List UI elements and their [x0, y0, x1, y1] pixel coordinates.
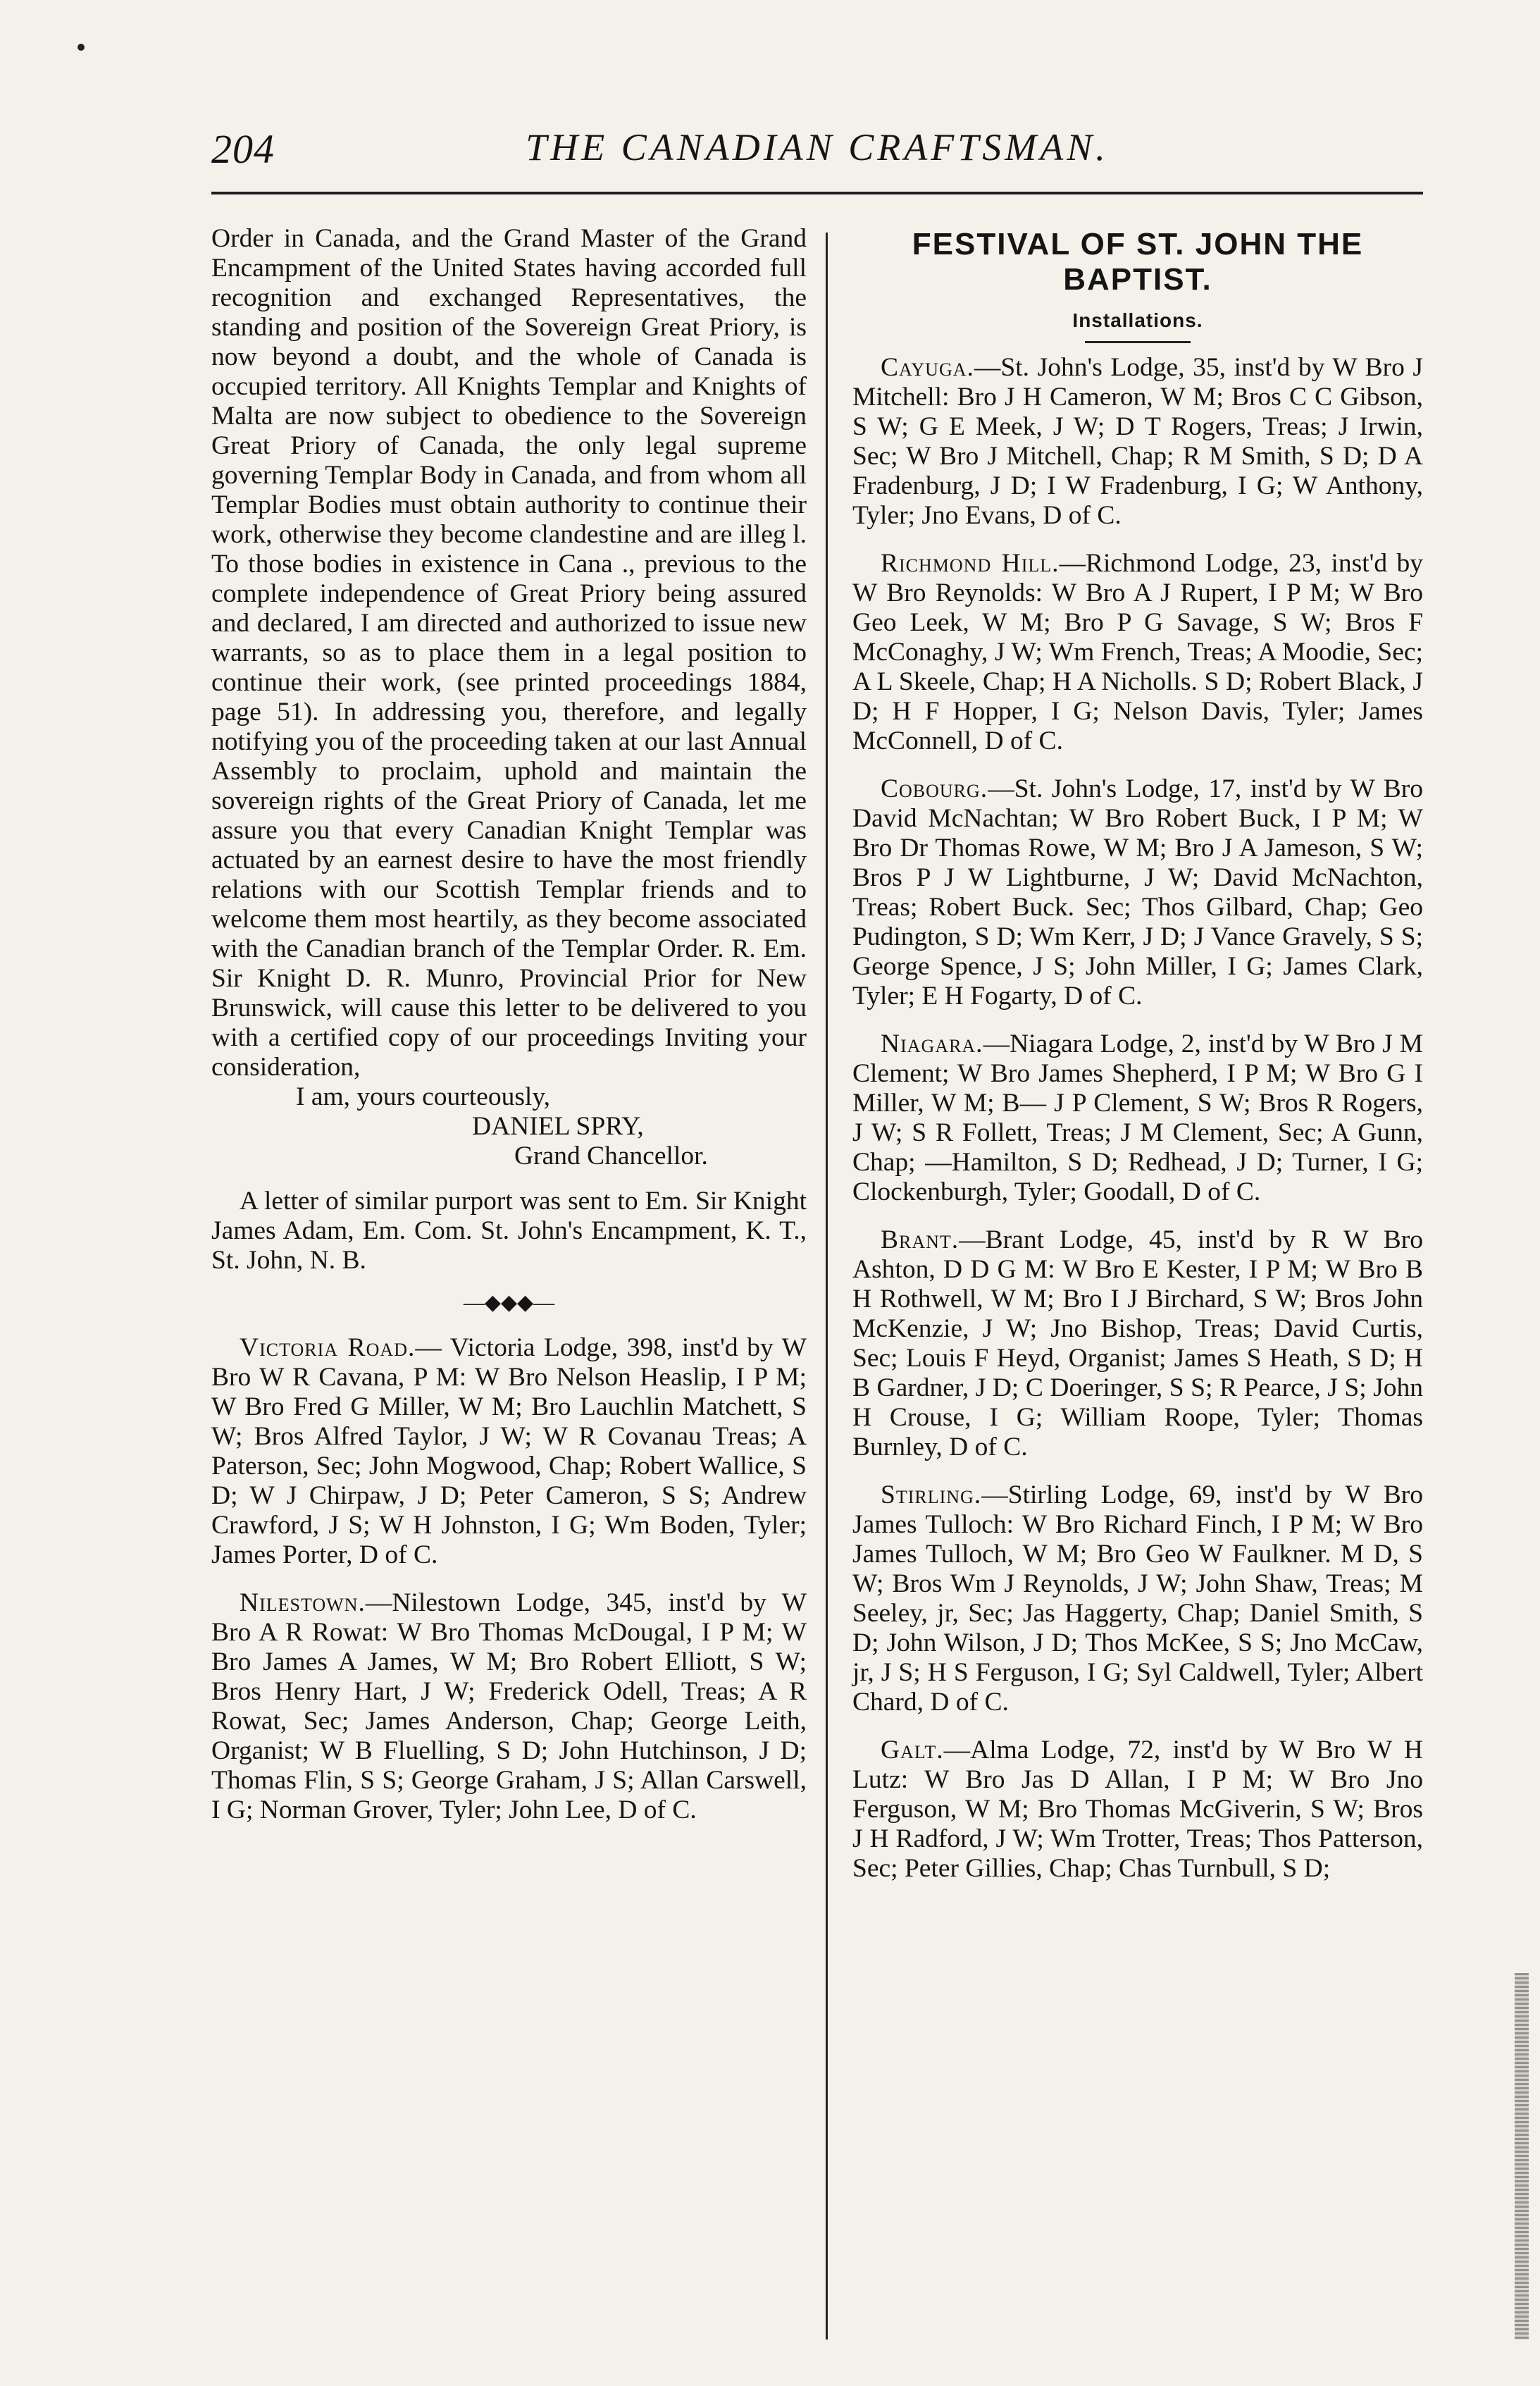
- letter-body: Order in Canada, and the Grand Master of the Grand Encampment of the United States having accorded full recognition and exchanged Representatives, the standing and position of the Sovereign Great Priory, is now beyond a doubt, and the whole of Canada is occupied territory. All Knights Templar and Knights of Malta are now subject to obedience to the Sovereign Great Priory of Canada, the only legal supreme governing Templar Body in Canada, and from whom all Templar Bodies must obtain authority to continue their work, otherwise they become clandestine and are illeg l. To those bodies in existence in Cana ., previous to the complete independence of Great Priory being assured and declared, I am directed and authorized to issue new warrants, so as to place them in a legal position to continue their work, (see printed proceedings 1884, page 51). In addressing you, therefore, and legally notifying you of the proceeding taken at our last Annual Assembly to proclaim, uphold and maintain the sovereign rights of the Great Priory of Canada, let me assure you that every Canadian Knight Templar was actuated by an earnest desire to have the most friendly relations with our Scottish Templar friends and to welcome them most heartily, as they become associated with the Canadian branch of the Templar Order. R. Em. Sir Knight D. R. Munro, Provincial Prior for New Brunswick, will cause this letter to be delivered to you with a certified copy of our proceedings Inviting your consideration,: [211, 224, 807, 1082]
- lodge-text: —Niagara Lodge, 2, inst'd by W Bro J M Clement; W Bro James Shepherd, I P M; W Bro G I Miller, W M; B— J P Clement, S W; Bros R Rogers, J W; S R Follett, Treas; J M Clement, Sec; A Gunn, Chap; —Hamilton, S D; Redhead, J D; Turner, I G; Clockenburgh, Tyler; Goodall, D of C.: [852, 1030, 1423, 1206]
- running-title: THE CANADIAN CRAFTSMAN.: [526, 126, 1109, 168]
- column-rule: [826, 233, 828, 2339]
- lodge-entry: [852, 774, 1423, 1011]
- letter-note: A letter of similar purport was sent to Em. Sir Knight James Adam, Em. Com. St. John's Encampment, K. T., St. John, N. B.: [211, 1187, 807, 1275]
- section-title: FESTIVAL OF ST. JOHN THE BAPTIST.: [912, 227, 1364, 297]
- lodge-place: Galt.: [881, 1736, 944, 1764]
- lodge-place: Nilestown.: [240, 1588, 366, 1617]
- lodge-text: —Brant Lodge, 45, inst'd by R W Bro Ashton, D D G M: W Bro E Kester, I P M; W Bro B H Rothwell, W M; Bro I J Birchard, S W; Bros John McKenzie, J W; Jno Bishop, Treas; David Curtis, Sec; Louis F Heyd, Organist; James S Heath, S D; H B Gardner, J D; C Doeringer, S S; R Pearce, J S; John H Crouse, I G; William Roope, Tyler; Thomas Burnley, D of C.: [852, 1225, 1423, 1461]
- lodge-entry: [211, 1333, 807, 1570]
- page-header: [211, 125, 1423, 189]
- lodge-entry: [852, 1030, 1423, 1207]
- lodge-place: Cobourg.: [881, 774, 988, 803]
- lodge-text: —Alma Lodge, 72, inst'd by W Bro W H Lutz: W Bro Jas D Allan, I P M; W Bro Jno Ferguson, W M; Bro Thomas McGiverin, S W; Bros J H Radford, J W; Wm Trotter, Treas; Thos Patterson, Sec; Peter Gillies, Chap; Chas Turnbull, S D;: [852, 1736, 1423, 1883]
- page-number: 204: [211, 126, 275, 172]
- ink-speck: [77, 44, 85, 51]
- lodge-text: —Nilestown Lodge, 345, inst'd by W Bro A R Rowat: W Bro Thomas McDougal, I P M; W Bro James A James, W M; Bro Robert Elliott, S W; Bros Henry Hart, J W; Frederick Odell, Treas; A R Rowat, Sec; James Anderson, Chap; George Leith, Organist; W B Fluelling, S D; John Hutchinson, J D; Thomas Flin, S S; George Graham, J S; Allan Carswell, I G; Norman Grover, Tyler; John Lee, D of C.: [211, 1588, 807, 1824]
- lodge-entry: [852, 1481, 1423, 1717]
- signer-name: DANIEL SPRY,: [472, 1112, 644, 1141]
- lodge-place: Richmond Hill.: [881, 549, 1060, 578]
- lodge-text: —St. John's Lodge, 35, inst'd by W Bro J Mitchell: Bro J H Cameron, W M; Bros C C Gibson, S W; G E Meek, J W; D T Rogers, Treas; J Irwin, Sec; W Bro J Mitchell, Chap; R M Smith, S D; D A Fradenburg, J D; I W Fradenburg, I G; W Anthony, Tyler; Jno Evans, D of C.: [852, 353, 1423, 530]
- lodge-place: Stirling.: [881, 1481, 982, 1509]
- lodge-place: Brant.: [881, 1225, 960, 1254]
- scan-edge-artifact: [1515, 1973, 1529, 2339]
- lodge-entry: [852, 1736, 1423, 1884]
- section-subtitle: Installations.: [1072, 309, 1203, 331]
- lodge-entry: [852, 353, 1423, 531]
- right-column: [852, 224, 1423, 1902]
- ornament-divider: —◆◆◆—: [463, 1291, 555, 1314]
- header-rule: [211, 192, 1423, 194]
- lodge-text: —St. John's Lodge, 17, inst'd by W Bro David McNachtan; W Bro Robert Buck, I P M; W Bro Dr Thomas Rowe, W M; Bro J A Jameson, S W; Bros P J W Lightburne, J W; David McNachton, Treas; Robert Buck. Sec; Thos Gilbard, Chap; Geo Pudington, S D; Wm Kerr, J D; J Vance Gravely, S S; George Spence, J S; John Miller, I G; James Clark, Tyler; E H Fogarty, D of C.: [852, 774, 1423, 1010]
- signature-block: [211, 1082, 807, 1171]
- lodge-place: Niagara.: [881, 1030, 983, 1058]
- lodge-place: Cayuga.: [881, 353, 974, 382]
- lodge-entry: [852, 549, 1423, 756]
- signoff: I am, yours courteously,: [296, 1082, 551, 1111]
- left-column: [211, 224, 807, 1843]
- signer-title: Grand Chancellor.: [514, 1142, 708, 1170]
- lodge-place: Victoria Road.: [240, 1333, 416, 1362]
- lodge-text: — Victoria Lodge, 398, inst'd by W Bro W R Cavana, P M: W Bro Nelson Heaslip, I P M; W Bro Fred G Miller, W M; Bro Lauchlin Matchett, S W; Bros Alfred Taylor, J W; W R Covanau Treas; A Paterson, Sec; John Mogwood, Chap; Robert Wallice, S D; W J Chirpaw, J D; Peter Cameron, S S; Andrew Crawford, J S; W H Johnston, I G; Wm Boden, Tyler; James Porter, D of C.: [211, 1333, 807, 1569]
- lodge-text: —Richmond Lodge, 23, inst'd by W Bro Reynolds: W Bro A J Rupert, I P M; W Bro Geo Leek, W M; Bro P G Savage, S W; Bros F McConaghy, J W; Wm French, Treas; A Moodie, Sec; A L Skeele, Chap; H A Nicholls. S D; Robert Black, J D; H F Hopper, I G; Nelson Davis, Tyler; James McConnell, D of C.: [852, 549, 1423, 755]
- lodge-entry: [211, 1588, 807, 1825]
- short-rule: [1085, 341, 1191, 343]
- lodge-text: —Stirling Lodge, 69, inst'd by W Bro James Tulloch: W Bro Richard Finch, I P M; W Bro James Tulloch, W M; Bro Geo W Faulkner. M D, S W; Bros Wm J Reynolds, J W; John Shaw, Treas; M Seeley, jr, Sec; Jas Haggerty, Chap; Daniel Smith, S D; John Wilson, J D; Thos McKee, S S; Jno McCaw, jr, J S; H S Ferguson, I G; Syl Caldwell, Tyler; Albert Chard, D of C.: [852, 1481, 1423, 1717]
- lodge-entry: [852, 1225, 1423, 1462]
